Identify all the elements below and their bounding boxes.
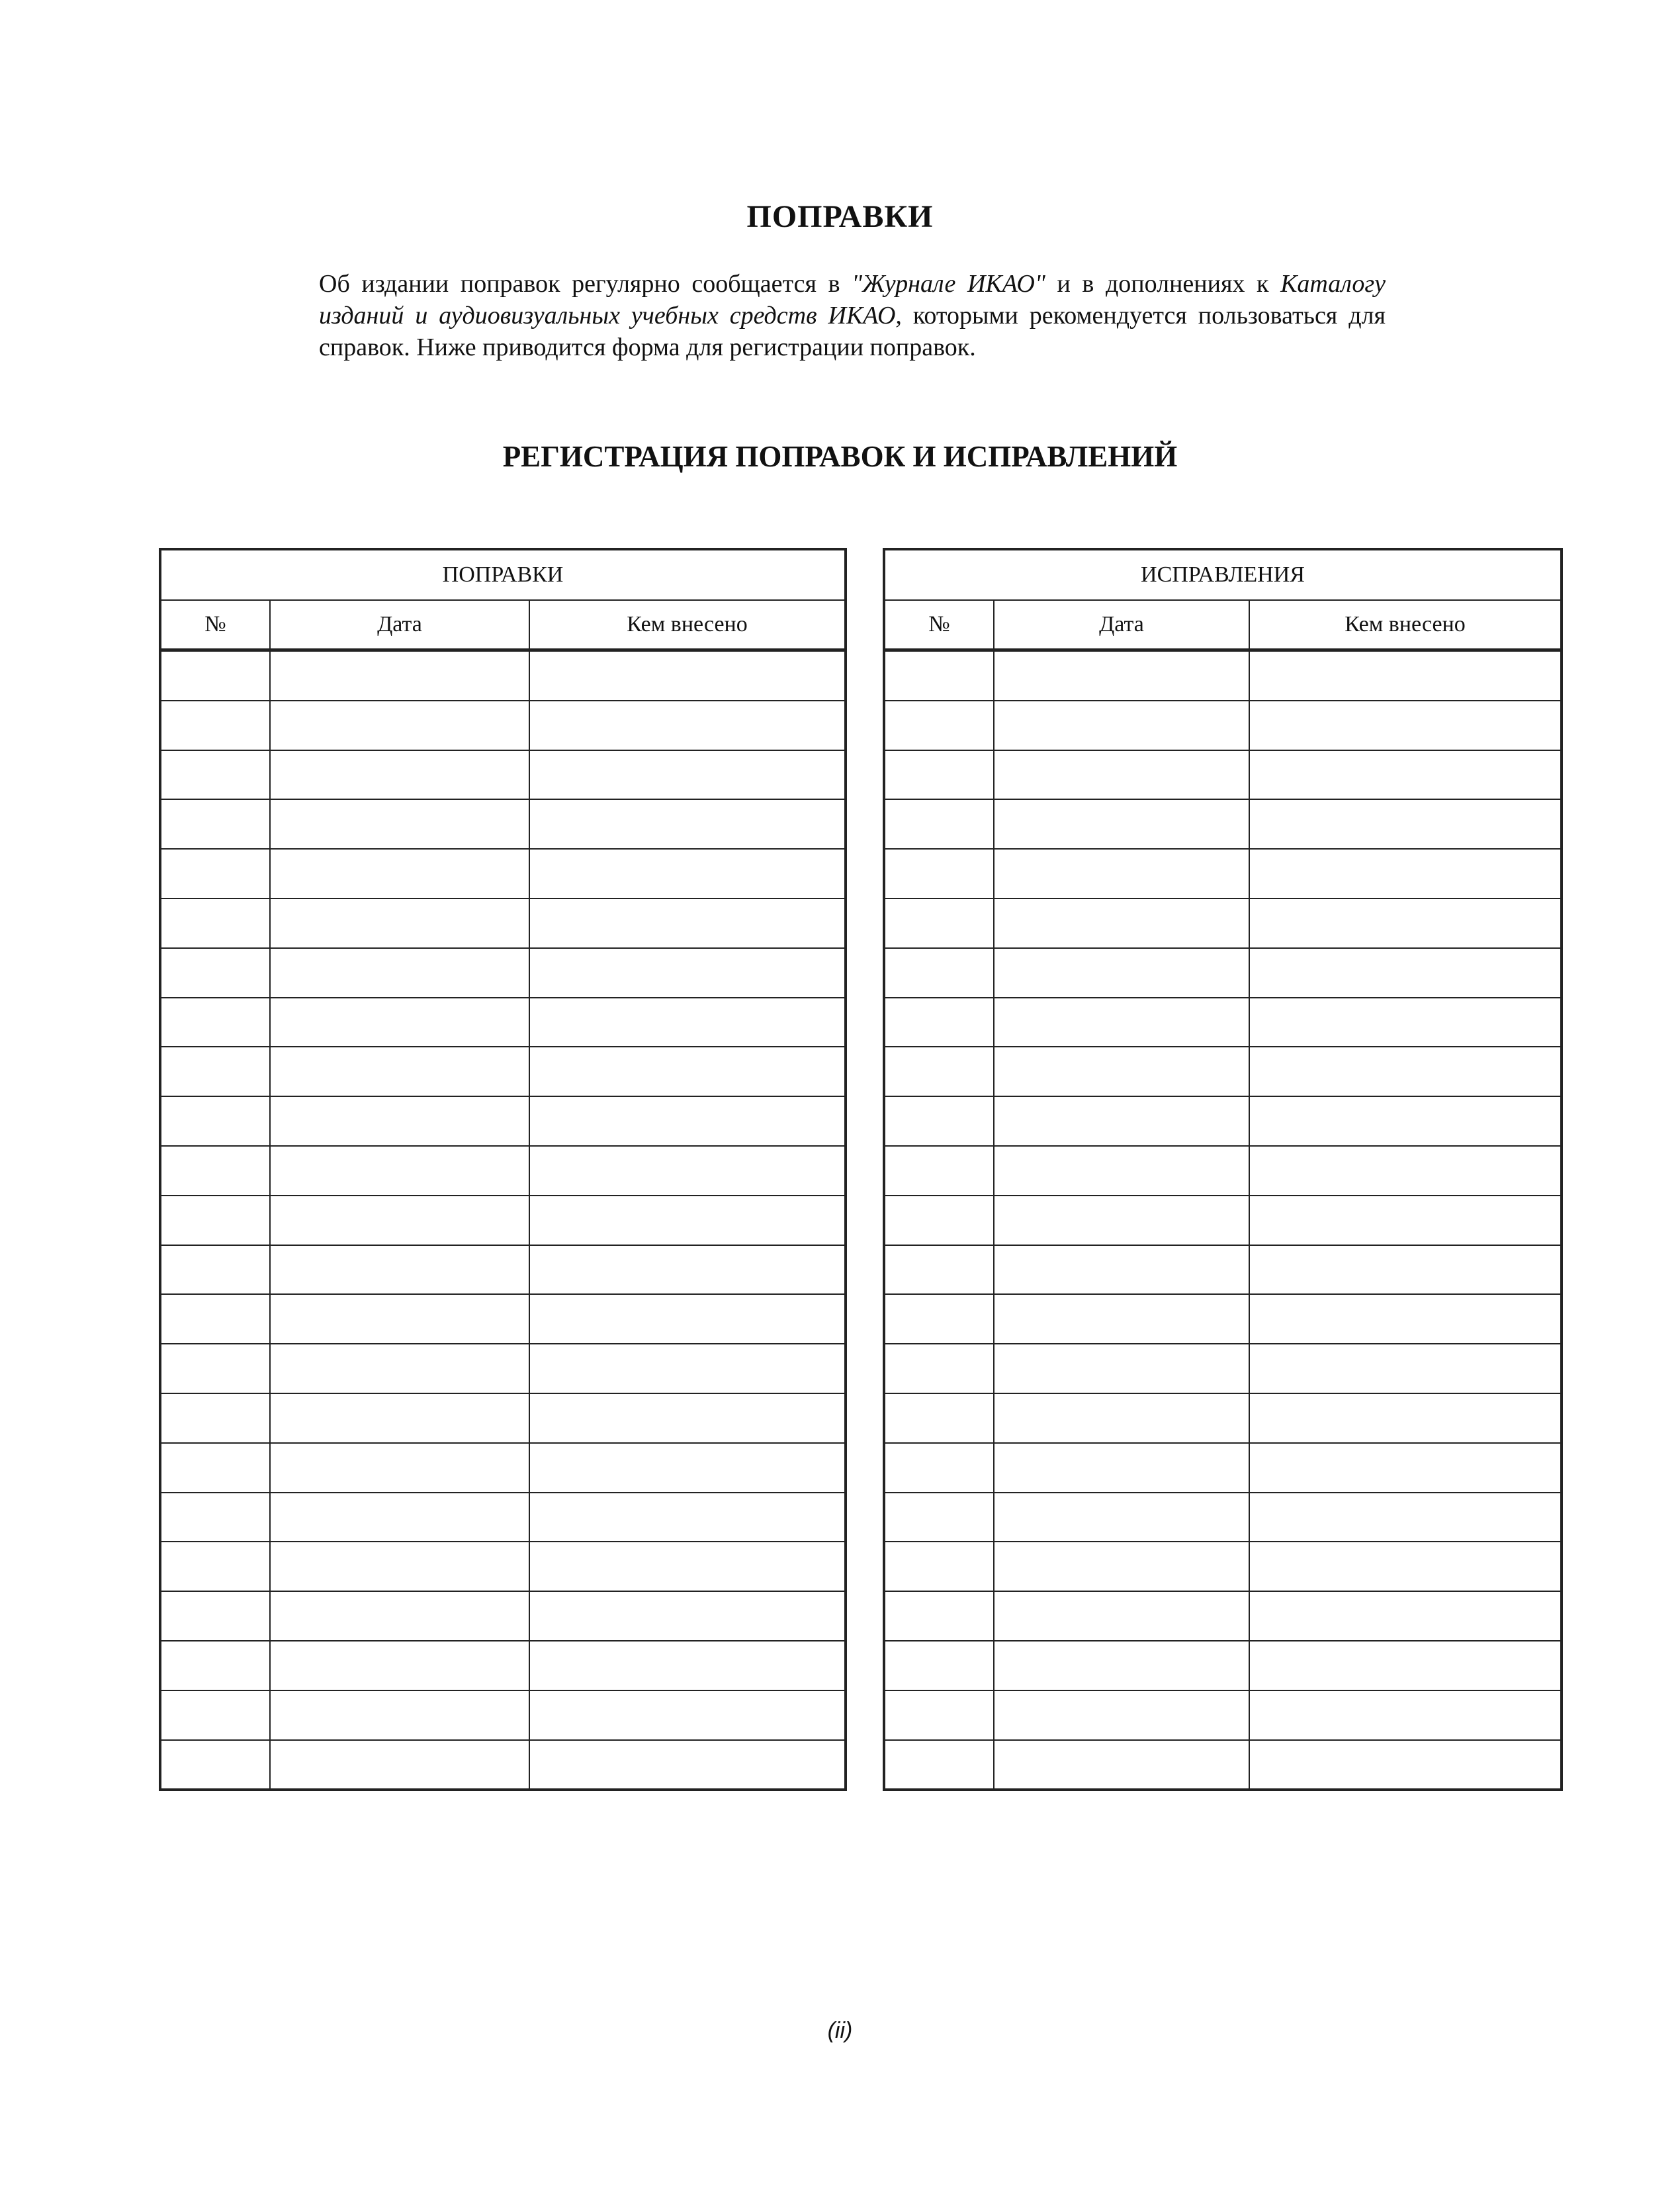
number-cell[interactable] <box>884 1542 994 1591</box>
table-row <box>160 948 846 998</box>
entered-by-cell[interactable] <box>529 1542 846 1591</box>
table-row <box>884 1690 1562 1740</box>
date-cell[interactable] <box>270 948 529 998</box>
entered-by-cell[interactable] <box>1249 898 1562 948</box>
table-row <box>884 1393 1562 1443</box>
register-heading: РЕГИСТРАЦИЯ ПОПРАВОК И ИСПРАВЛЕНИЙ <box>502 440 1178 473</box>
page-number: (ii) <box>827 2018 853 2043</box>
journal-name: "Журнале ИКАО" <box>852 270 1045 298</box>
table-row <box>884 1344 1562 1393</box>
entered-by-cell[interactable] <box>1249 1493 1562 1542</box>
number-cell[interactable] <box>884 1096 994 1146</box>
date-cell[interactable] <box>994 1690 1249 1740</box>
corrigenda-table-title: ИСПРАВЛЕНИЯ <box>884 549 1562 600</box>
table-row <box>160 1196 846 1245</box>
entered-by-cell[interactable] <box>529 799 846 849</box>
date-cell[interactable] <box>270 1047 529 1096</box>
entered-by-cell[interactable] <box>529 1690 846 1740</box>
column-header-number: № <box>884 600 994 650</box>
date-cell[interactable] <box>270 1591 529 1641</box>
date-cell[interactable] <box>270 1344 529 1393</box>
date-cell[interactable] <box>994 701 1249 750</box>
date-cell[interactable] <box>270 1196 529 1245</box>
entered-by-cell[interactable] <box>529 1047 846 1096</box>
table-row <box>884 799 1562 849</box>
number-cell[interactable] <box>160 898 270 948</box>
table-row <box>160 1344 846 1393</box>
date-cell[interactable] <box>270 799 529 849</box>
entered-by-cell[interactable] <box>1249 1096 1562 1146</box>
column-header-entered-by: Кем внесено <box>1249 600 1562 650</box>
date-cell[interactable] <box>994 1146 1249 1196</box>
number-cell[interactable] <box>160 849 270 898</box>
number-cell[interactable] <box>884 998 994 1047</box>
entered-by-cell[interactable] <box>529 1443 846 1493</box>
entered-by-cell[interactable] <box>1249 1146 1562 1196</box>
entered-by-cell[interactable] <box>529 1641 846 1690</box>
date-cell[interactable] <box>994 750 1249 800</box>
date-cell[interactable] <box>270 1690 529 1740</box>
date-cell[interactable] <box>270 1542 529 1591</box>
entered-by-cell[interactable] <box>1249 799 1562 849</box>
number-cell[interactable] <box>884 1690 994 1740</box>
column-header-date: Дата <box>270 600 529 650</box>
entered-by-cell[interactable] <box>1249 1690 1562 1740</box>
number-cell[interactable] <box>160 1443 270 1493</box>
column-header-date: Дата <box>994 600 1249 650</box>
date-cell[interactable] <box>270 898 529 948</box>
number-cell[interactable] <box>884 799 994 849</box>
date-cell[interactable] <box>994 1493 1249 1542</box>
entered-by-cell[interactable] <box>1249 1294 1562 1344</box>
table-row <box>160 1294 846 1344</box>
entered-by-cell[interactable] <box>1249 1196 1562 1245</box>
number-cell[interactable] <box>884 1591 994 1641</box>
number-cell[interactable] <box>160 1393 270 1443</box>
date-cell[interactable] <box>994 1641 1249 1690</box>
entered-by-cell[interactable] <box>529 1146 846 1196</box>
number-cell[interactable] <box>160 1641 270 1690</box>
column-header-number: № <box>160 600 270 650</box>
number-cell[interactable] <box>884 1493 994 1542</box>
entered-by-cell[interactable] <box>1249 1740 1562 1790</box>
table-row <box>884 1096 1562 1146</box>
entered-by-cell[interactable] <box>1249 1393 1562 1443</box>
table-row <box>160 1690 846 1740</box>
entered-by-cell[interactable] <box>529 1740 846 1790</box>
entered-by-cell[interactable] <box>1249 650 1562 701</box>
number-cell[interactable] <box>884 1740 994 1790</box>
entered-by-cell[interactable] <box>529 650 846 701</box>
entered-by-cell[interactable] <box>1249 1047 1562 1096</box>
table-row <box>884 1542 1562 1591</box>
date-cell[interactable] <box>994 1740 1249 1790</box>
table-row <box>160 701 846 750</box>
number-cell[interactable] <box>160 1690 270 1740</box>
table-row <box>160 1393 846 1443</box>
table-row <box>884 1294 1562 1344</box>
number-cell[interactable] <box>884 701 994 750</box>
date-cell[interactable] <box>270 998 529 1047</box>
table-row <box>884 1196 1562 1245</box>
number-cell[interactable] <box>160 1542 270 1591</box>
amendments-table <box>159 548 847 1791</box>
page-title: ПОПРАВКИ <box>746 199 934 234</box>
table-row <box>884 1146 1562 1196</box>
number-cell[interactable] <box>160 1344 270 1393</box>
number-cell[interactable] <box>160 1245 270 1295</box>
number-cell[interactable] <box>160 1740 270 1790</box>
table-row <box>160 1591 846 1641</box>
number-cell[interactable] <box>160 998 270 1047</box>
entered-by-cell[interactable] <box>529 1493 846 1542</box>
number-cell[interactable] <box>884 948 994 998</box>
table-row <box>884 998 1562 1047</box>
date-cell[interactable] <box>270 750 529 800</box>
entered-by-cell[interactable] <box>529 701 846 750</box>
number-cell[interactable] <box>160 701 270 750</box>
date-cell[interactable] <box>994 1542 1249 1591</box>
intro-text-3: которыми рекомендуется пользоваться для справок. Ниже приводится форма для регистрации поправок. <box>319 302 1386 361</box>
table-row <box>160 849 846 898</box>
date-cell[interactable] <box>994 1344 1249 1393</box>
number-cell[interactable] <box>160 1047 270 1096</box>
table-row <box>884 1641 1562 1690</box>
entered-by-cell[interactable] <box>529 1196 846 1245</box>
table-row <box>160 1740 846 1790</box>
table-row <box>160 650 846 701</box>
date-cell[interactable] <box>994 1591 1249 1641</box>
date-cell[interactable] <box>270 1146 529 1196</box>
entered-by-cell[interactable] <box>1249 1344 1562 1393</box>
table-row <box>884 1740 1562 1790</box>
table-row <box>884 1591 1562 1641</box>
date-cell[interactable] <box>270 1245 529 1295</box>
number-cell[interactable] <box>884 1393 994 1443</box>
amendments-table-title: ПОПРАВКИ <box>160 549 846 600</box>
table-row <box>160 1096 846 1146</box>
table-row <box>884 650 1562 701</box>
number-cell[interactable] <box>884 1344 994 1393</box>
number-cell[interactable] <box>884 1245 994 1295</box>
table-row <box>160 799 846 849</box>
date-cell[interactable] <box>270 1096 529 1146</box>
intro-paragraph <box>319 268 1386 363</box>
date-cell[interactable] <box>994 1294 1249 1344</box>
number-cell[interactable] <box>884 1641 994 1690</box>
table-row <box>160 750 846 800</box>
amendments-table-body <box>160 650 846 1790</box>
entered-by-cell[interactable] <box>1249 1641 1562 1690</box>
table-row <box>160 998 846 1047</box>
entered-by-cell[interactable] <box>529 1591 846 1641</box>
entered-by-cell[interactable] <box>529 948 846 998</box>
number-cell[interactable] <box>160 1294 270 1344</box>
entered-by-cell[interactable] <box>1249 1443 1562 1493</box>
date-cell[interactable] <box>270 1740 529 1790</box>
entered-by-cell[interactable] <box>529 849 846 898</box>
date-cell[interactable] <box>270 701 529 750</box>
intro-text-1: Об издании поправок регулярно сообщается в <box>319 270 852 298</box>
date-cell[interactable] <box>994 1196 1249 1245</box>
column-header-entered-by: Кем внесено <box>529 600 846 650</box>
entered-by-cell[interactable] <box>529 1245 846 1295</box>
number-cell[interactable] <box>160 948 270 998</box>
corrigenda-table <box>883 548 1563 1791</box>
date-cell[interactable] <box>270 1393 529 1443</box>
entered-by-cell[interactable] <box>529 1393 846 1443</box>
table-row <box>884 1493 1562 1542</box>
table-row <box>160 1641 846 1690</box>
table-row <box>160 1047 846 1096</box>
table-row <box>160 1493 846 1542</box>
date-cell[interactable] <box>994 799 1249 849</box>
table-row <box>884 898 1562 948</box>
table-row <box>884 701 1562 750</box>
date-cell[interactable] <box>994 1393 1249 1443</box>
date-cell[interactable] <box>270 1641 529 1690</box>
number-cell[interactable] <box>160 1146 270 1196</box>
number-cell[interactable] <box>884 750 994 800</box>
table-row <box>160 1245 846 1295</box>
number-cell[interactable] <box>884 1443 994 1493</box>
date-cell[interactable] <box>994 849 1249 898</box>
number-cell[interactable] <box>884 1196 994 1245</box>
number-cell[interactable] <box>160 1591 270 1641</box>
table-row <box>160 898 846 948</box>
date-cell[interactable] <box>270 1443 529 1493</box>
date-cell[interactable] <box>994 1047 1249 1096</box>
entered-by-cell[interactable] <box>1249 849 1562 898</box>
table-row <box>884 1047 1562 1096</box>
date-cell[interactable] <box>994 1443 1249 1493</box>
number-cell[interactable] <box>884 898 994 948</box>
number-cell[interactable] <box>160 750 270 800</box>
number-cell[interactable] <box>884 849 994 898</box>
date-cell[interactable] <box>994 1245 1249 1295</box>
intro-text-2: и в дополнениях к <box>1045 270 1281 298</box>
table-row <box>160 1443 846 1493</box>
catalog-name: Каталогу изданий и аудиовизуальных учебных средств ИКАО, <box>319 270 1386 329</box>
entered-by-cell[interactable] <box>1249 1591 1562 1641</box>
entered-by-cell[interactable] <box>1249 998 1562 1047</box>
table-row <box>884 849 1562 898</box>
table-row <box>160 1542 846 1591</box>
entered-by-cell[interactable] <box>1249 750 1562 800</box>
number-cell[interactable] <box>160 799 270 849</box>
table-row <box>884 750 1562 800</box>
date-cell[interactable] <box>994 948 1249 998</box>
table-row <box>160 1146 846 1196</box>
entered-by-cell[interactable] <box>529 750 846 800</box>
table-row <box>884 1245 1562 1295</box>
date-cell[interactable] <box>994 1096 1249 1146</box>
entered-by-cell[interactable] <box>529 898 846 948</box>
table-row <box>884 948 1562 998</box>
number-cell[interactable] <box>884 1146 994 1196</box>
entered-by-cell[interactable] <box>529 1096 846 1146</box>
date-cell[interactable] <box>994 650 1249 701</box>
number-cell[interactable] <box>884 650 994 701</box>
entered-by-cell[interactable] <box>529 1294 846 1344</box>
entered-by-cell[interactable] <box>1249 948 1562 998</box>
entered-by-cell[interactable] <box>1249 1542 1562 1591</box>
entered-by-cell[interactable] <box>1249 701 1562 750</box>
date-cell[interactable] <box>270 1294 529 1344</box>
number-cell[interactable] <box>884 1047 994 1096</box>
number-cell[interactable] <box>160 1196 270 1245</box>
corrigenda-table-body <box>884 650 1562 1790</box>
number-cell[interactable] <box>160 1096 270 1146</box>
number-cell[interactable] <box>160 1493 270 1542</box>
date-cell[interactable] <box>270 650 529 701</box>
entered-by-cell[interactable] <box>529 1344 846 1393</box>
date-cell[interactable] <box>994 998 1249 1047</box>
entered-by-cell[interactable] <box>1249 1245 1562 1295</box>
table-row <box>884 1443 1562 1493</box>
number-cell[interactable] <box>160 650 270 701</box>
date-cell[interactable] <box>270 1493 529 1542</box>
date-cell[interactable] <box>270 849 529 898</box>
date-cell[interactable] <box>994 898 1249 948</box>
number-cell[interactable] <box>884 1294 994 1344</box>
entered-by-cell[interactable] <box>529 998 846 1047</box>
